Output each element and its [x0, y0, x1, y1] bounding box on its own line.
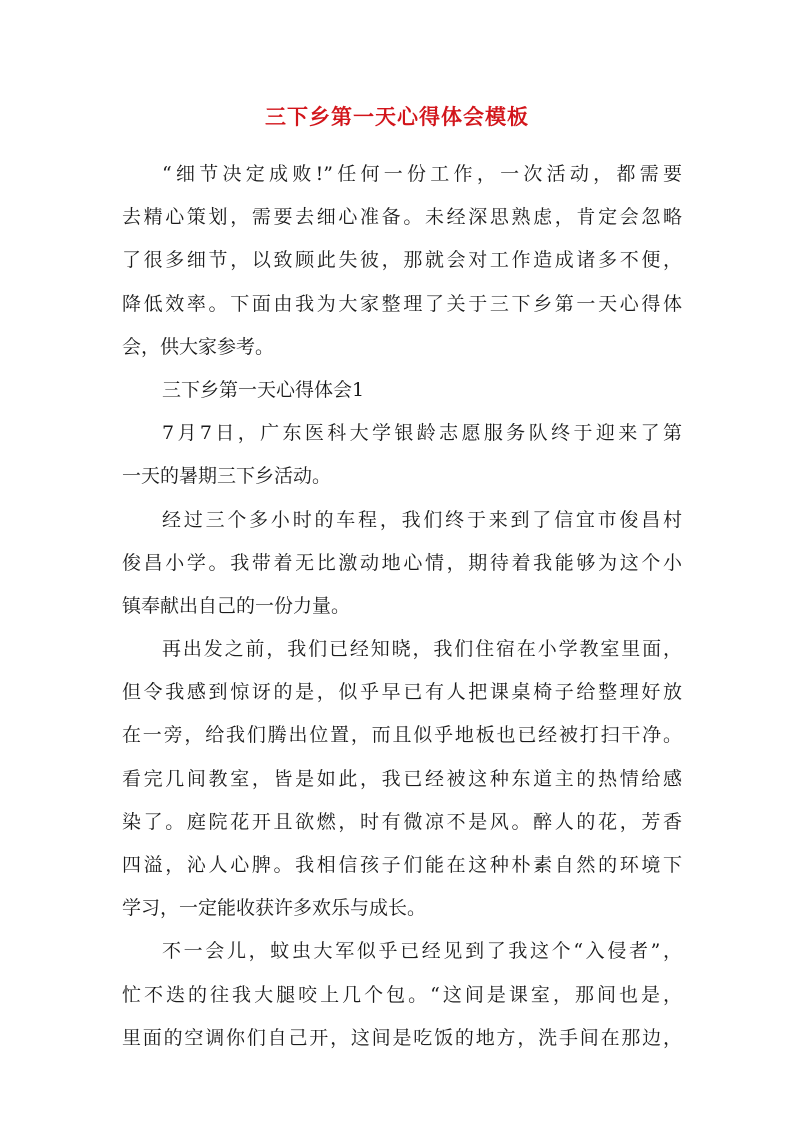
text-line: 俊昌小学。我带着无比激动地心情，期待着我能够为这个小 [122, 551, 682, 574]
text-line: 经过三个多小时的车程，我们终于来到了信宜市俊昌村 [162, 508, 682, 531]
text-line: 镇奉献出自己的一份力量。 [122, 594, 351, 617]
document-body [122, 153, 682, 1060]
text-line: 会，供大家参考。 [122, 335, 275, 358]
text-line: 但令我感到惊讶的是，似乎早已有人把课桌椅子给整理好放 [122, 681, 682, 704]
text-line: 在一旁，给我们腾出位置，而且似乎地板也已经被打扫干净。 [122, 724, 682, 747]
text-line: 四溢，沁人心脾。我相信孩子们能在这种朴素自然的环境下 [122, 854, 682, 876]
text-line: 不一会儿，蚊虫大军似乎已经见到了我这个“入侵者”， [162, 940, 682, 963]
document-title: 三下乡第一天心得体会模板 [265, 104, 529, 129]
text-line: 忙不迭的往我大腿咬上几个包。“这间是课室，那间也是， [122, 983, 682, 1006]
text-line: 降低效率。下面由我为大家整理了关于三下乡第一天心得体 [122, 292, 682, 315]
text-line: 学习，一定能收获许多欢乐与成长。 [122, 897, 427, 920]
text-line: 去精心策划，需要去细心准备。未经深思熟虑，肯定会忽略 [122, 206, 682, 229]
text-line: 7月7日，广东医科大学银龄志愿服务队终于迎来了第 [162, 422, 682, 445]
text-line: 再出发之前，我们已经知晓，我们住宿在小学教室里面， [162, 638, 682, 661]
text-line: 看完几间教室，皆是如此，我已经被这种东道主的热情给感 [122, 767, 682, 790]
text-line: “细节决定成败!”任何一份工作，一次活动，都需要 [162, 163, 682, 185]
text-line: 了很多细节，以致顾此失彼，那就会对工作造成诸多不便， [122, 249, 682, 272]
text-line: 三下乡第一天心得体会1 [162, 378, 365, 401]
text-line: 一天的暑期三下乡活动。 [122, 465, 332, 488]
text-line: 里面的空调你们自己开，这间是吃饭的地方，洗手间在那边， [122, 1026, 682, 1049]
text-line: 染了。庭院花开且欲燃，时有微凉不是风。醉人的花，芳香 [122, 810, 682, 833]
